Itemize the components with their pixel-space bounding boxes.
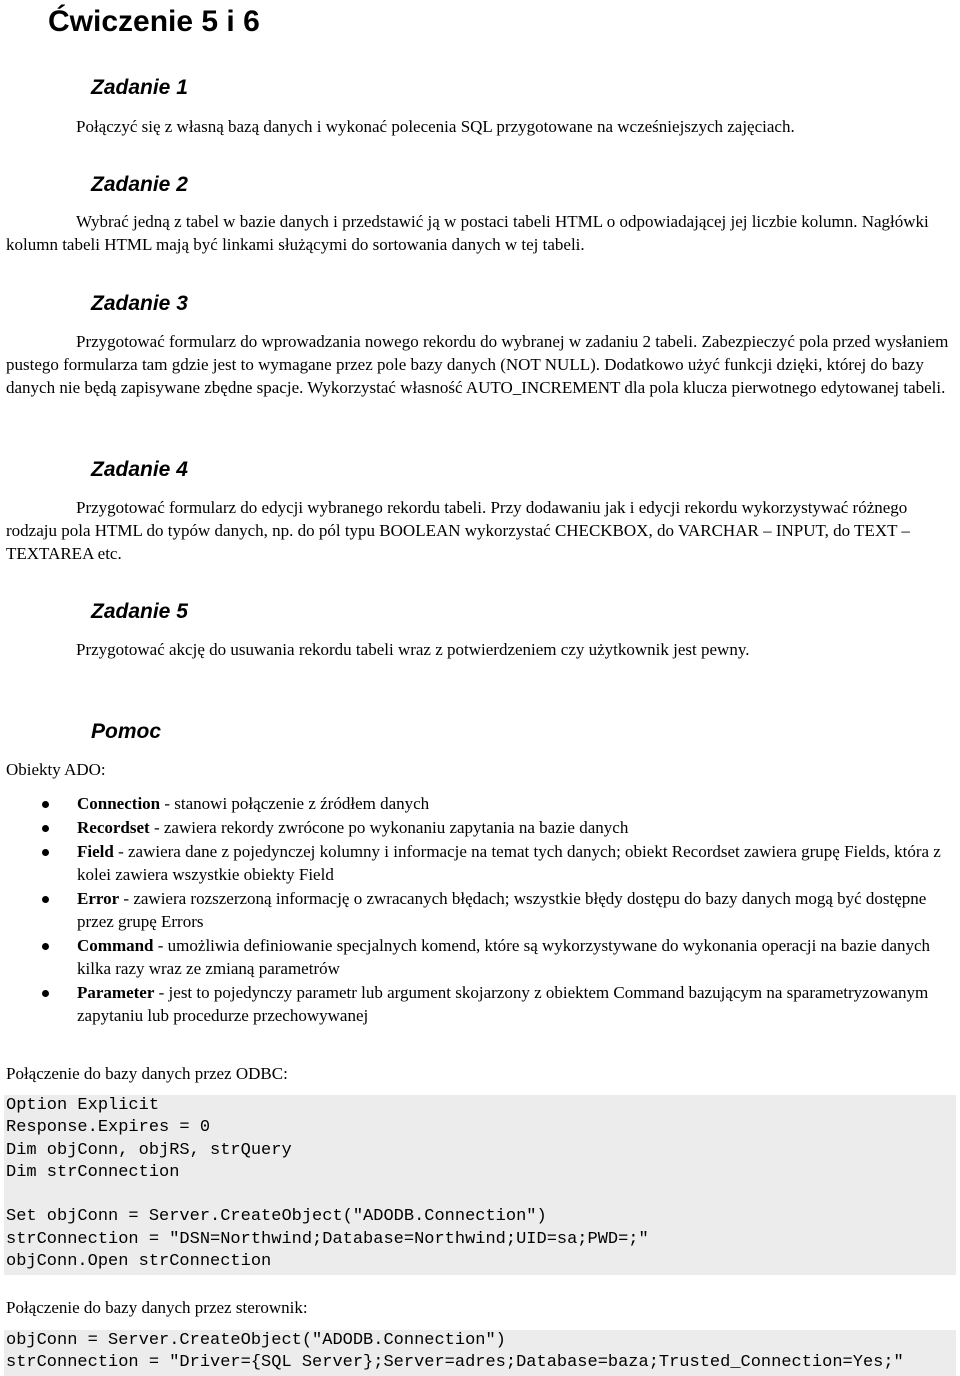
ado-objects-list	[6, 792, 954, 1028]
ado-objects-intro: Obiekty ADO:	[6, 760, 106, 779]
object-desc: - jest to pojedynczy parametr lub argument skojarzony z obiektem Command bazującym na sparametryzowanym zapytaniu lub procedurze przechowywanej	[77, 983, 929, 1025]
bullet-icon	[42, 849, 49, 856]
bullet-icon	[42, 896, 49, 903]
list-item	[6, 816, 954, 839]
odbc-code-block: Option Explicit Response.Expires = 0 Dim objConn, objRS, strQuery Dim strConnection Set objConn = Server.CreateObject("ADODB.Connection") strConnection = "DSN=Northwind;Database=Northwind;UID=sa;PWD=;" objConn.Open strConnection	[4, 1095, 956, 1275]
list-item	[6, 981, 954, 1027]
object-name: Recordset	[77, 818, 150, 837]
task-3-heading: Zadanie 3	[91, 292, 188, 315]
task-1-heading: Zadanie 1	[91, 76, 188, 99]
bullet-icon	[42, 943, 49, 950]
task-1-text: Połączyć się z własną bazą danych i wykonać polecenia SQL przygotowane na wcześniejszych zajęciach.	[76, 117, 795, 136]
task-2-text: Wybrać jedną z tabel w bazie danych i przedstawić ją w postaci tabeli HTML o odpowiadającej jej liczbie kolumn. Nagłówki kolumn tabeli HTML mają być linkami służącymi do sortowania danych w tej tabeli.	[6, 212, 929, 254]
object-name: Command	[77, 936, 154, 955]
bullet-icon	[42, 801, 49, 808]
object-name: Parameter	[77, 983, 155, 1002]
driver-connection-label: Połączenie do bazy danych przez sterownik:	[6, 1298, 308, 1317]
object-desc: - zawiera rozszerzoną informację o zwracanych błędach; wszystkie błędy dostępu do bazy danych mogą być dostępne przez grupę Errors	[77, 889, 927, 931]
task-5-text: Przygotować akcję do usuwania rekordu tabeli wraz z potwierdzeniem czy użytkownik jest pewny.	[76, 640, 750, 659]
bullet-icon	[42, 990, 49, 997]
list-item	[6, 934, 954, 980]
task-2-heading: Zadanie 2	[91, 173, 188, 196]
task-4-text: Przygotować formularz do edycji wybranego rekordu tabeli. Przy dodawaniu jak i edycji rekordu wykorzystywać różnego rodzaju pola HTML do typów danych, np. do pól typu BOOLEAN wykorzystać CHECKBOX, do VARCHAR – INPUT, do TEXT – TEXTAREA etc.	[6, 498, 910, 563]
object-desc: - stanowi połączenie z źródłem danych	[160, 794, 430, 813]
help-heading: Pomoc	[91, 720, 162, 743]
task-3-text: Przygotować formularz do wprowadzania nowego rekordu do wybranej w zadaniu 2 tabeli. Zabezpieczyć pola przed wysłaniem pustego formularza tam gdzie jest to wymagane przez pole bazy danych (NOT NULL). Dodatkowo użyć funkcji dzięki, której do bazy danych nie będą zapisywane zbędne spacje. Wykorzystać własność AUTO_INCREMENT dla pola klucza pierwotnego edytowanej tabeli.	[6, 332, 949, 397]
task-5-heading: Zadanie 5	[91, 600, 188, 623]
list-item	[6, 887, 954, 933]
object-desc: - zawiera rekordy zwrócone po wykonaniu zapytania na bazie danych	[149, 818, 629, 837]
page-title: Ćwiczenie 5 i 6	[48, 5, 260, 38]
task-4-heading: Zadanie 4	[91, 458, 188, 481]
bullet-icon	[42, 825, 49, 832]
object-name: Error	[77, 889, 120, 908]
list-item	[6, 840, 954, 886]
odbc-connection-label: Połączenie do bazy danych przez ODBC:	[6, 1064, 288, 1083]
object-desc: - umożliwia definiowanie specjalnych komend, które są wykorzystywane do wykonania operacji na bazie danych kilka razy wraz ze zmianą parametrów	[77, 936, 931, 978]
driver-code-block: objConn = Server.CreateObject("ADODB.Connection") strConnection = "Driver={SQL Server};Server=adres;Database=baza;Trusted_Connection=Yes;"	[4, 1330, 956, 1376]
object-name: Field	[77, 842, 114, 861]
object-name: Connection	[77, 794, 161, 813]
object-desc: - zawiera dane z pojedynczej kolumny i informacje na temat tych danych; obiekt Recordset zawiera grupę Fields, która z kolei zawiera wszystkie obiekty Field	[77, 842, 941, 884]
list-item	[6, 792, 954, 815]
